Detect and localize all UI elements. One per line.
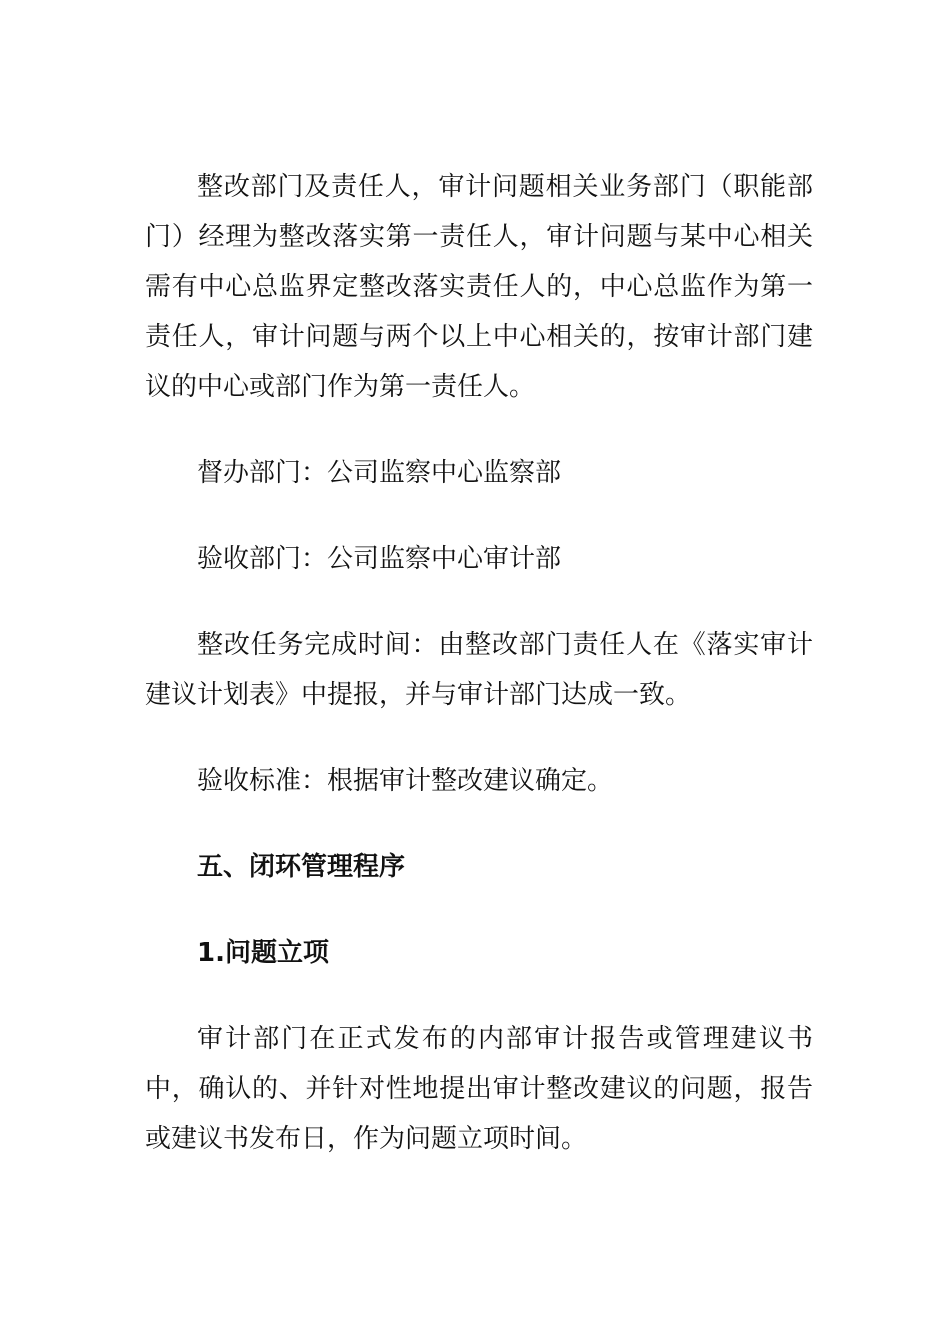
subsection-heading: 1.问题立项 bbox=[197, 938, 329, 968]
paragraph-project-initiation: 审计部门在正式发布的内部审计报告或管理建议书中，确认的、并针对性地提出审计整改建议的问题，报告或建议书发布日，作为问题立项时间。 bbox=[145, 1024, 813, 1154]
paragraph-completion-deadline: 整改任务完成时间：由整改部门责任人在《落实审计建议计划表》中提报，并与审计部门达成一致。 bbox=[145, 630, 813, 710]
section-heading: 五、闭环管理程序 bbox=[197, 852, 406, 882]
paragraph-acceptance-standard: 验收标准：根据审计整改建议确定。 bbox=[197, 766, 614, 796]
document-body bbox=[145, 162, 813, 1164]
paragraph-responsible-party: 整改部门及责任人，审计问题相关业务部门（职能部门）经理为整改落实第一责任人，审计问题与某中心相关需有中心总监界定整改落实责任人的，中心总监作为第一责任人，审计问题与两个以上中心相关的，按审计部门建议的中心或部门作为第一责任人。 bbox=[145, 172, 813, 402]
paragraph-supervising-department: 督办部门：公司监察中心监察部 bbox=[197, 458, 562, 488]
paragraph-acceptance-department: 验收部门：公司监察中心审计部 bbox=[197, 544, 562, 574]
